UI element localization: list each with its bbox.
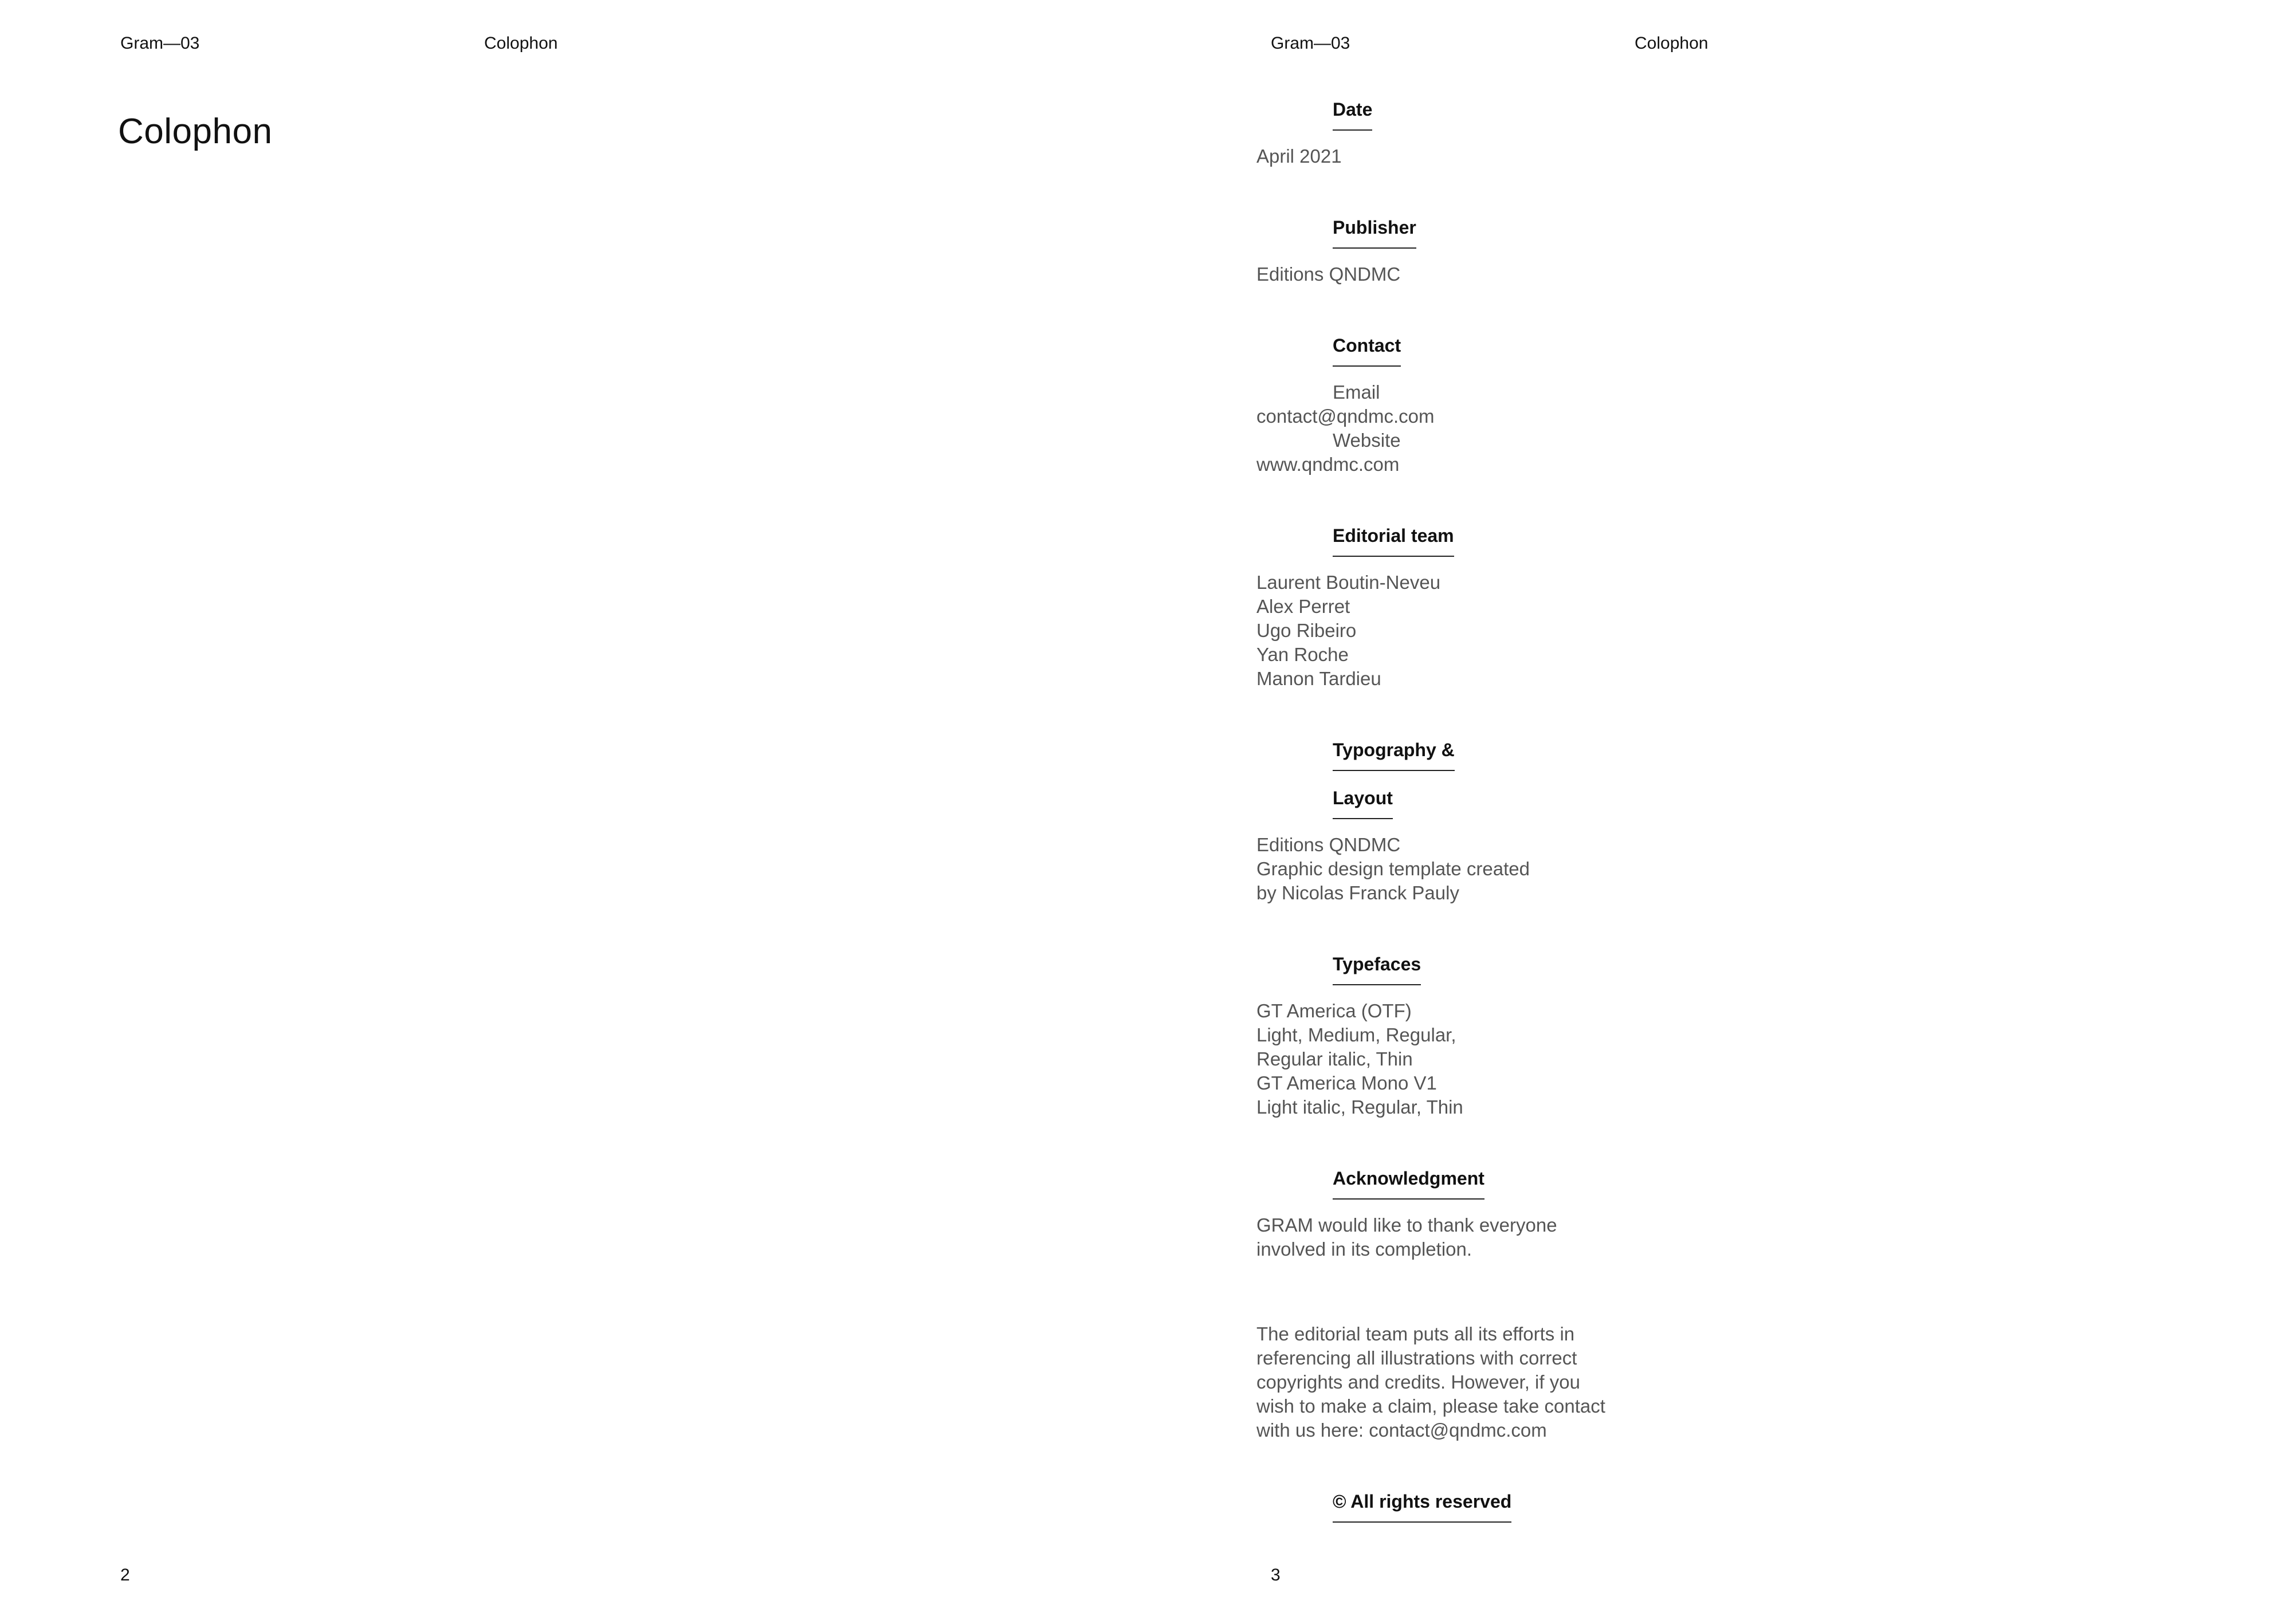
publisher-value: Editions QNDMC xyxy=(1256,264,1401,285)
page-number: 2 xyxy=(120,1566,130,1584)
typography-line: Graphic design template created xyxy=(1256,858,1530,879)
section-heading: Editorial team xyxy=(1333,524,1454,557)
email-label: Email xyxy=(1333,382,1380,403)
acknowledgment-line: GRAM would like to thank everyone xyxy=(1256,1214,1557,1236)
website-link[interactable]: www.qndmc.com xyxy=(1256,454,1400,475)
right-page xyxy=(1137,0,2274,1624)
running-head: Gram—03 xyxy=(1271,34,1350,53)
colophon-column xyxy=(1256,97,1658,1523)
typeface-line: GT America Mono V1 xyxy=(1256,1072,1437,1094)
typeface-line: Regular italic, Thin xyxy=(1256,1048,1413,1069)
section-heading: Contact xyxy=(1333,333,1401,367)
section-editorial-team xyxy=(1256,524,1658,691)
credits-line: The editorial team puts all its efforts in xyxy=(1256,1323,1575,1344)
email-link[interactable]: contact@qndmc.com xyxy=(1256,406,1435,427)
section-heading: Acknowledgment xyxy=(1333,1166,1484,1200)
credits-line: referencing all illustrations with correct xyxy=(1256,1347,1577,1369)
section-heading: Publisher xyxy=(1333,215,1416,249)
acknowledgment-line: involved in its completion. xyxy=(1256,1238,1472,1260)
section-heading: Date xyxy=(1333,97,1372,131)
credits-note xyxy=(1256,1322,1658,1442)
credits-line: with us here: contact@qndmc.com xyxy=(1256,1419,1547,1441)
website-label: Website xyxy=(1333,430,1401,451)
date-value: April 2021 xyxy=(1256,146,1342,167)
team-member: Ugo Ribeiro xyxy=(1256,620,1357,641)
typography-line: Editions QNDMC xyxy=(1256,834,1401,855)
section-publisher xyxy=(1256,215,1658,286)
section-rights xyxy=(1256,1489,1658,1523)
team-member: Manon Tardieu xyxy=(1256,668,1381,689)
typography-line: by Nicolas Franck Pauly xyxy=(1256,882,1459,903)
credits-line: wish to make a claim, please take contact xyxy=(1256,1395,1605,1417)
page-title: Colophon xyxy=(118,112,273,151)
section-typefaces xyxy=(1256,952,1658,1119)
typeface-line: Light, Medium, Regular, xyxy=(1256,1024,1456,1045)
team-member: Laurent Boutin-Neveu xyxy=(1256,572,1441,593)
running-section: Colophon xyxy=(484,34,558,53)
section-heading: Layout xyxy=(1333,786,1393,819)
typeface-line: GT America (OTF) xyxy=(1256,1000,1412,1021)
page-number: 3 xyxy=(1271,1566,1281,1584)
typeface-line: Light italic, Regular, Thin xyxy=(1256,1096,1463,1118)
section-typography-layout xyxy=(1256,738,1658,905)
section-date xyxy=(1256,97,1658,168)
credits-line: copyrights and credits. However, if you xyxy=(1256,1371,1580,1393)
section-heading: Typography & xyxy=(1333,738,1455,771)
section-contact xyxy=(1256,333,1658,477)
section-acknowledgment xyxy=(1256,1166,1658,1442)
section-heading: Typefaces xyxy=(1333,952,1421,985)
team-member: Alex Perret xyxy=(1256,596,1350,617)
team-member: Yan Roche xyxy=(1256,644,1349,665)
running-head: Gram—03 xyxy=(120,34,200,53)
rights-heading: © All rights reserved xyxy=(1333,1489,1511,1523)
running-section: Colophon xyxy=(1635,34,1709,53)
